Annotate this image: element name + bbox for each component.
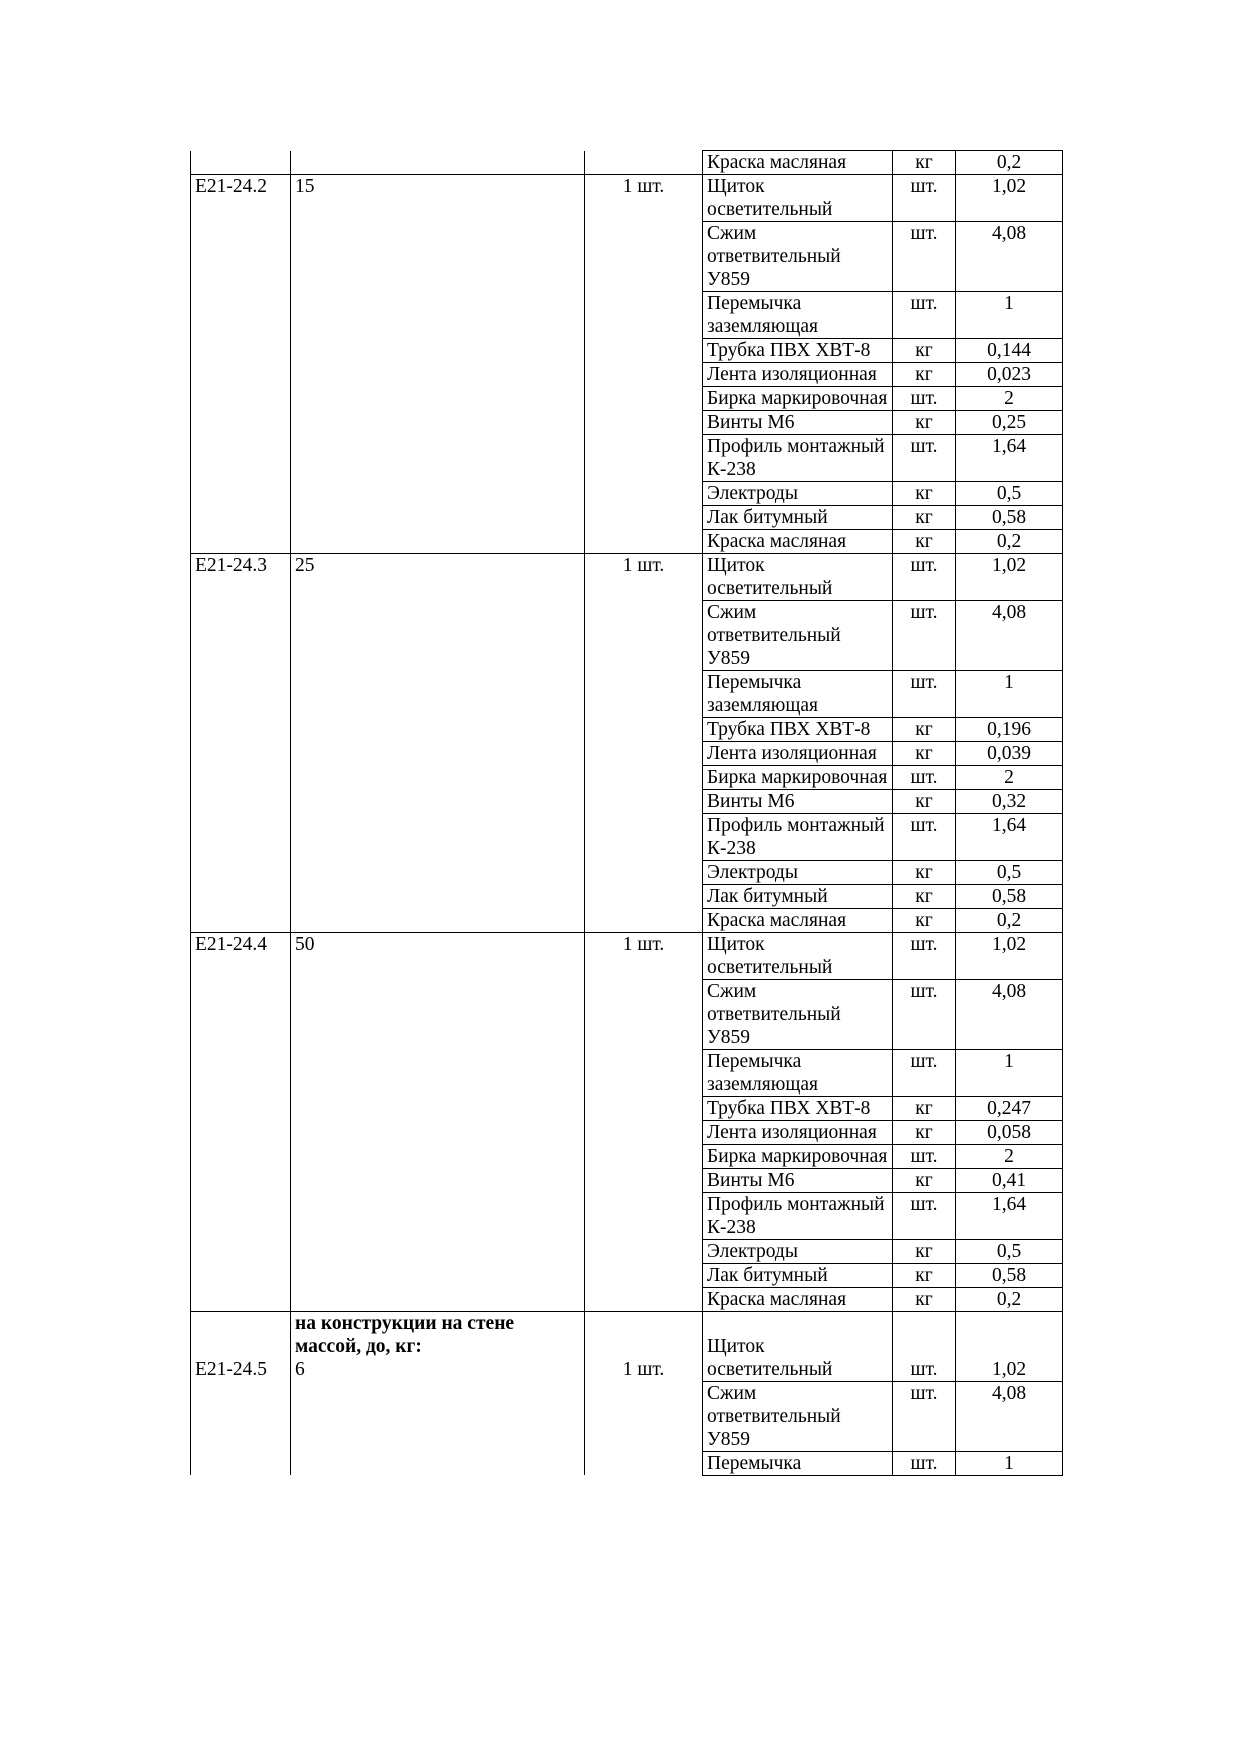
param-cell xyxy=(291,1145,585,1169)
section-heading: на конструкции на стене массой, до, кг: xyxy=(295,1313,515,1357)
param-cell xyxy=(291,1121,585,1145)
material-unit-cell: шт. xyxy=(893,1145,956,1169)
material-unit-cell: шт. xyxy=(893,222,956,292)
param-cell xyxy=(291,885,585,909)
material-unit-cell: шт. xyxy=(893,601,956,671)
material-unit-cell: кг xyxy=(893,1288,956,1312)
code-cell xyxy=(191,435,291,482)
code-cell xyxy=(191,1145,291,1169)
code-cell xyxy=(191,718,291,742)
measure-cell xyxy=(585,1193,703,1240)
param-cell xyxy=(291,742,585,766)
material-qty-cell: 4,08 xyxy=(956,1381,1063,1451)
material-unit-cell: кг xyxy=(893,339,956,363)
material-qty-cell: 0,58 xyxy=(956,506,1063,530)
material-name-cell: Бирка маркировочная xyxy=(703,1145,893,1169)
param-cell xyxy=(291,1050,585,1097)
material-qty-cell: 0,58 xyxy=(956,885,1063,909)
table-row xyxy=(191,151,1063,175)
material-unit-cell: кг xyxy=(893,1264,956,1288)
measure-cell xyxy=(585,790,703,814)
material-unit-cell: шт. xyxy=(893,175,956,222)
material-qty-cell: 1 xyxy=(956,292,1063,339)
table-row xyxy=(191,766,1063,790)
norm-measure: 1 шт. xyxy=(585,933,703,980)
table-row xyxy=(191,1193,1063,1240)
material-qty-cell: 0,5 xyxy=(956,482,1063,506)
material-name-cell: Краска масляная xyxy=(703,530,893,554)
material-qty-cell: 0,2 xyxy=(956,909,1063,933)
table-row xyxy=(191,601,1063,671)
norms-table xyxy=(190,150,1063,1476)
material-qty-cell: 1,02 xyxy=(956,175,1063,222)
material-name-cell: Сжим ответвительный У859 xyxy=(703,222,893,292)
material-qty-cell: 0,2 xyxy=(956,530,1063,554)
code-cell xyxy=(191,1288,291,1312)
measure-cell xyxy=(585,980,703,1050)
code-cell xyxy=(191,790,291,814)
material-unit-cell: кг xyxy=(893,1121,956,1145)
code-cell xyxy=(191,742,291,766)
material-name-cell: Перемычка xyxy=(703,1451,893,1475)
table-row xyxy=(191,1097,1063,1121)
code-cell xyxy=(191,222,291,292)
material-name-cell: Сжим ответвительный У859 xyxy=(703,980,893,1050)
table-row xyxy=(191,435,1063,482)
code-cell xyxy=(191,1451,291,1475)
code-cell xyxy=(191,482,291,506)
measure-cell xyxy=(585,1451,703,1475)
norm-measure: 1 шт. xyxy=(585,1312,703,1382)
norm-param: 25 xyxy=(295,555,315,576)
material-qty-cell: 1 xyxy=(956,1050,1063,1097)
material-name-cell: Щиток осветительный xyxy=(703,933,893,980)
table-row xyxy=(191,363,1063,387)
param-cell xyxy=(291,506,585,530)
code-cell xyxy=(191,814,291,861)
measure-cell xyxy=(585,909,703,933)
code-cell xyxy=(191,363,291,387)
material-qty-cell: 2 xyxy=(956,387,1063,411)
norm-measure: 1 шт. xyxy=(585,554,703,601)
material-qty-cell: 0,32 xyxy=(956,790,1063,814)
norm-param: 6 xyxy=(295,1359,305,1380)
material-unit-cell: кг xyxy=(893,718,956,742)
material-unit-cell: кг xyxy=(893,885,956,909)
code-cell xyxy=(191,1121,291,1145)
material-name-cell: Щиток осветительный xyxy=(703,175,893,222)
table-row xyxy=(191,885,1063,909)
table-row xyxy=(191,1381,1063,1451)
param-cell xyxy=(291,718,585,742)
material-qty-cell: 1,64 xyxy=(956,435,1063,482)
measure-cell xyxy=(585,742,703,766)
table-row xyxy=(191,790,1063,814)
table-row xyxy=(191,1288,1063,1312)
material-name-cell: Лента изоляционная xyxy=(703,742,893,766)
material-qty-cell: 1 xyxy=(956,1451,1063,1475)
material-name-cell: Профиль монтажный К-238 xyxy=(703,435,893,482)
material-qty-cell: 0,5 xyxy=(956,1240,1063,1264)
table-row xyxy=(191,411,1063,435)
table-row xyxy=(191,292,1063,339)
norm-code: Е21-24.3 xyxy=(191,554,291,601)
code-cell xyxy=(191,1050,291,1097)
material-name-cell: Лак битумный xyxy=(703,885,893,909)
code-cell xyxy=(191,766,291,790)
param-cell xyxy=(291,1381,585,1451)
norm-code: Е21-24.4 xyxy=(191,933,291,980)
table-row xyxy=(191,387,1063,411)
material-name-cell: Электроды xyxy=(703,482,893,506)
norm-measure: 1 шт. xyxy=(585,175,703,222)
code-cell xyxy=(191,1097,291,1121)
param-cell xyxy=(291,482,585,506)
measure-cell xyxy=(585,1264,703,1288)
param-cell xyxy=(291,980,585,1050)
code-cell xyxy=(191,530,291,554)
code-cell xyxy=(191,1381,291,1451)
measure-cell xyxy=(585,482,703,506)
material-name-cell: Электроды xyxy=(703,1240,893,1264)
material-unit-cell: кг xyxy=(893,151,956,175)
table-row xyxy=(191,1050,1063,1097)
measure-cell xyxy=(585,339,703,363)
material-qty-cell: 1,64 xyxy=(956,814,1063,861)
measure-cell xyxy=(585,766,703,790)
material-name-cell: Профиль монтажный К-238 xyxy=(703,1193,893,1240)
material-unit-cell: кг xyxy=(893,530,956,554)
material-unit-cell: кг xyxy=(893,1169,956,1193)
param-cell xyxy=(291,1451,585,1475)
material-unit-cell: кг xyxy=(893,909,956,933)
material-name-cell: Трубка ПВХ ХВТ-8 xyxy=(703,718,893,742)
material-unit-cell: шт. xyxy=(893,435,956,482)
code-cell xyxy=(191,1240,291,1264)
table-row xyxy=(191,175,1063,222)
code-cell xyxy=(191,909,291,933)
material-qty-cell: 0,023 xyxy=(956,363,1063,387)
material-qty-cell: 0,2 xyxy=(956,151,1063,175)
material-qty-cell: 1,02 xyxy=(956,554,1063,601)
norm-code: Е21-24.5 xyxy=(191,1312,291,1382)
norm-param-cell xyxy=(291,933,585,980)
material-qty-cell: 0,2 xyxy=(956,1288,1063,1312)
measure-cell xyxy=(585,530,703,554)
material-name-cell: Электроды xyxy=(703,861,893,885)
table-row xyxy=(191,482,1063,506)
norm-param-cell xyxy=(291,175,585,222)
material-unit-cell: кг xyxy=(893,861,956,885)
measure-cell xyxy=(585,1097,703,1121)
material-qty-cell: 0,039 xyxy=(956,742,1063,766)
table-row xyxy=(191,1121,1063,1145)
param-cell xyxy=(291,909,585,933)
code-cell xyxy=(191,151,291,175)
table-row xyxy=(191,339,1063,363)
material-name-cell: Винты М6 xyxy=(703,411,893,435)
material-unit-cell: шт. xyxy=(893,1312,956,1382)
material-qty-cell: 0,5 xyxy=(956,861,1063,885)
measure-cell xyxy=(585,1145,703,1169)
material-qty-cell: 4,08 xyxy=(956,601,1063,671)
material-unit-cell: кг xyxy=(893,482,956,506)
material-qty-cell: 0,196 xyxy=(956,718,1063,742)
code-cell xyxy=(191,861,291,885)
material-name-cell: Краска масляная xyxy=(703,909,893,933)
table-row xyxy=(191,933,1063,980)
param-cell xyxy=(291,1240,585,1264)
material-name-cell: Щиток осветительный xyxy=(703,554,893,601)
table-row xyxy=(191,1240,1063,1264)
table-row xyxy=(191,1145,1063,1169)
table-row xyxy=(191,861,1063,885)
material-name-cell: Трубка ПВХ ХВТ-8 xyxy=(703,1097,893,1121)
code-cell xyxy=(191,411,291,435)
material-name-cell: Бирка маркировочная xyxy=(703,766,893,790)
material-qty-cell: 4,08 xyxy=(956,980,1063,1050)
material-qty-cell: 0,144 xyxy=(956,339,1063,363)
code-cell xyxy=(191,339,291,363)
param-cell xyxy=(291,1193,585,1240)
material-unit-cell: шт. xyxy=(893,554,956,601)
code-cell xyxy=(191,1264,291,1288)
material-unit-cell: шт. xyxy=(893,980,956,1050)
material-unit-cell: шт. xyxy=(893,814,956,861)
param-cell xyxy=(291,1169,585,1193)
material-qty-cell: 1 xyxy=(956,671,1063,718)
table-row xyxy=(191,671,1063,718)
material-qty-cell: 0,058 xyxy=(956,1121,1063,1145)
param-cell xyxy=(291,671,585,718)
measure-cell xyxy=(585,1240,703,1264)
param-cell xyxy=(291,814,585,861)
param-cell xyxy=(291,363,585,387)
material-name-cell: Перемычка заземляющая xyxy=(703,1050,893,1097)
material-unit-cell: шт. xyxy=(893,292,956,339)
material-unit-cell: шт. xyxy=(893,387,956,411)
table-row xyxy=(191,1264,1063,1288)
material-qty-cell: 2 xyxy=(956,1145,1063,1169)
material-unit-cell: кг xyxy=(893,506,956,530)
material-qty-cell: 2 xyxy=(956,766,1063,790)
code-cell xyxy=(191,1169,291,1193)
table-row xyxy=(191,1312,1063,1382)
material-name-cell: Краска масляная xyxy=(703,1288,893,1312)
measure-cell xyxy=(585,363,703,387)
table-row xyxy=(191,718,1063,742)
material-unit-cell: кг xyxy=(893,742,956,766)
material-unit-cell: кг xyxy=(893,1097,956,1121)
table-row xyxy=(191,530,1063,554)
material-unit-cell: шт. xyxy=(893,1381,956,1451)
param-cell xyxy=(291,411,585,435)
measure-cell xyxy=(585,601,703,671)
material-unit-cell: кг xyxy=(893,411,956,435)
table-row xyxy=(191,1451,1063,1475)
material-unit-cell: кг xyxy=(893,1240,956,1264)
norm-param: 15 xyxy=(295,176,315,197)
material-qty-cell: 1,02 xyxy=(956,1312,1063,1382)
table-row xyxy=(191,1169,1063,1193)
material-name-cell: Лак битумный xyxy=(703,506,893,530)
param-cell xyxy=(291,601,585,671)
param-cell xyxy=(291,1288,585,1312)
code-cell xyxy=(191,601,291,671)
material-qty-cell: 1,02 xyxy=(956,933,1063,980)
table-row xyxy=(191,980,1063,1050)
code-cell xyxy=(191,980,291,1050)
table-row xyxy=(191,814,1063,861)
material-unit-cell: шт. xyxy=(893,933,956,980)
norms-table-body xyxy=(191,151,1063,1476)
measure-cell xyxy=(585,435,703,482)
measure-cell xyxy=(585,1288,703,1312)
material-name-cell: Лента изоляционная xyxy=(703,363,893,387)
code-cell xyxy=(191,885,291,909)
material-name-cell: Сжим ответвительный У859 xyxy=(703,601,893,671)
material-name-cell: Перемычка заземляющая xyxy=(703,671,893,718)
material-name-cell: Сжим ответвительный У859 xyxy=(703,1381,893,1451)
measure-cell xyxy=(585,671,703,718)
measure-cell xyxy=(585,1169,703,1193)
param-cell xyxy=(291,151,585,175)
material-qty-cell: 0,25 xyxy=(956,411,1063,435)
measure-cell xyxy=(585,387,703,411)
measure-cell xyxy=(585,1050,703,1097)
material-qty-cell: 1,64 xyxy=(956,1193,1063,1240)
norm-param-cell xyxy=(291,1312,585,1382)
material-qty-cell: 0,58 xyxy=(956,1264,1063,1288)
code-cell xyxy=(191,506,291,530)
material-qty-cell: 0,41 xyxy=(956,1169,1063,1193)
param-cell xyxy=(291,339,585,363)
param-cell xyxy=(291,1097,585,1121)
material-unit-cell: шт. xyxy=(893,1050,956,1097)
material-name-cell: Щиток осветительный xyxy=(703,1312,893,1382)
code-cell xyxy=(191,1193,291,1240)
table-row xyxy=(191,506,1063,530)
material-name-cell: Краска масляная xyxy=(703,151,893,175)
measure-cell xyxy=(585,151,703,175)
table-row xyxy=(191,742,1063,766)
material-qty-cell: 0,247 xyxy=(956,1097,1063,1121)
param-cell xyxy=(291,766,585,790)
measure-cell xyxy=(585,292,703,339)
material-qty-cell: 4,08 xyxy=(956,222,1063,292)
material-unit-cell: шт. xyxy=(893,671,956,718)
measure-cell xyxy=(585,861,703,885)
material-unit-cell: кг xyxy=(893,790,956,814)
norm-code: Е21-24.2 xyxy=(191,175,291,222)
param-cell xyxy=(291,435,585,482)
material-name-cell: Винты М6 xyxy=(703,790,893,814)
param-cell xyxy=(291,292,585,339)
param-cell xyxy=(291,790,585,814)
table-row xyxy=(191,554,1063,601)
measure-cell xyxy=(585,1121,703,1145)
code-cell xyxy=(191,387,291,411)
param-cell xyxy=(291,222,585,292)
material-name-cell: Профиль монтажный К-238 xyxy=(703,814,893,861)
measure-cell xyxy=(585,718,703,742)
measure-cell xyxy=(585,885,703,909)
material-unit-cell: шт. xyxy=(893,1451,956,1475)
table-row xyxy=(191,222,1063,292)
material-unit-cell: кг xyxy=(893,363,956,387)
param-cell xyxy=(291,530,585,554)
material-name-cell: Бирка маркировочная xyxy=(703,387,893,411)
material-name-cell: Винты М6 xyxy=(703,1169,893,1193)
param-cell xyxy=(291,861,585,885)
material-unit-cell: шт. xyxy=(893,1193,956,1240)
measure-cell xyxy=(585,411,703,435)
material-name-cell: Лента изоляционная xyxy=(703,1121,893,1145)
code-cell xyxy=(191,292,291,339)
material-name-cell: Лак битумный xyxy=(703,1264,893,1288)
measure-cell xyxy=(585,814,703,861)
measure-cell xyxy=(585,222,703,292)
norm-param-cell xyxy=(291,554,585,601)
material-name-cell: Перемычка заземляющая xyxy=(703,292,893,339)
code-cell xyxy=(191,671,291,718)
material-unit-cell: шт. xyxy=(893,766,956,790)
norm-param: 50 xyxy=(295,934,315,955)
param-cell xyxy=(291,1264,585,1288)
measure-cell xyxy=(585,1381,703,1451)
material-name-cell: Трубка ПВХ ХВТ-8 xyxy=(703,339,893,363)
measure-cell xyxy=(585,506,703,530)
table-row xyxy=(191,909,1063,933)
param-cell xyxy=(291,387,585,411)
